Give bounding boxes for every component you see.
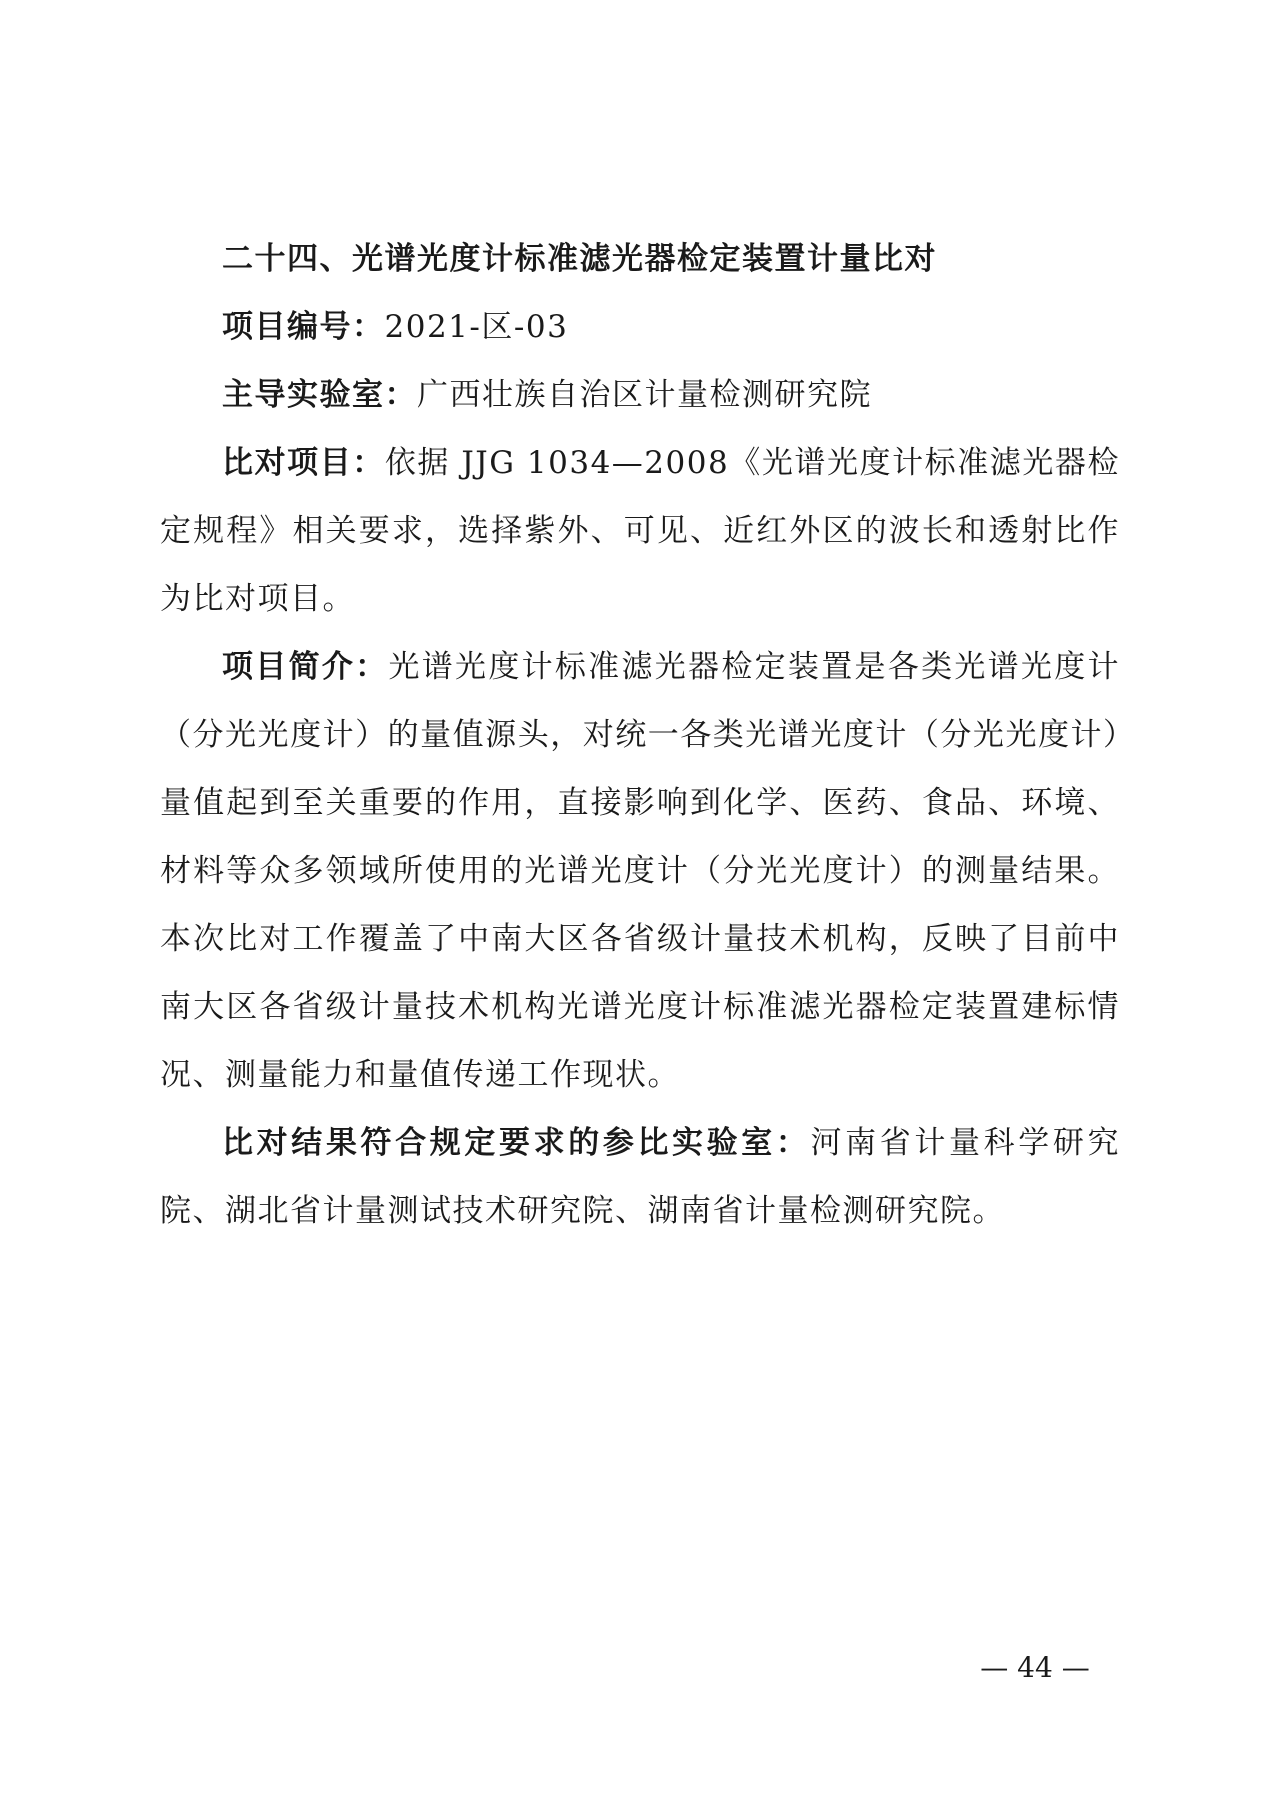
qualified-labs-value: 河南省计量科学研究院、湖北省计量测试技术研究院、湖南省计量检测研究院。 bbox=[160, 1125, 1121, 1229]
lead-lab-paragraph bbox=[160, 361, 1120, 429]
document-body bbox=[160, 225, 1120, 1245]
qualified-labs-label: 比对结果符合规定要求的参比实验室： bbox=[222, 1125, 811, 1161]
project-number-paragraph bbox=[160, 293, 1120, 361]
project-number-value: 2021-区-03 bbox=[384, 309, 569, 345]
comparison-items-paragraph bbox=[160, 429, 1120, 633]
project-number-label: 项目编号： bbox=[222, 309, 385, 345]
introduction-label: 项目简介： bbox=[222, 649, 389, 685]
section-title: 二十四、光谱光度计标准滤光器检定装置计量比对 bbox=[222, 241, 937, 277]
qualified-labs-paragraph bbox=[160, 1109, 1120, 1245]
lead-lab-label: 主导实验室： bbox=[222, 377, 417, 413]
comparison-items-label: 比对项目： bbox=[222, 445, 385, 481]
page-number: — 44 — bbox=[980, 1651, 1090, 1684]
introduction-paragraph bbox=[160, 633, 1120, 1109]
introduction-value: 光谱光度计标准滤光器检定装置是各类光谱光度计（分光光度计）的量值源头，对统一各类光谱光度计（分光光度计）量值起到至关重要的作用，直接影响到化学、医药、食品、环境、材料等众多领域所使用的光谱光度计（分光光度计）的测量结果。本次比对工作覆盖了中南大区各省级计量技术机构，反映了目前中南大区各省级计量技术机构光谱光度计标准滤光器检定装置建标情况、测量能力和量值传递工作现状。 bbox=[160, 649, 1121, 1093]
lead-lab-value: 广西壮族自治区计量检测研究院 bbox=[417, 377, 872, 413]
comparison-items-value: 依据 JJG 1034—2008《光谱光度计标准滤光器检定规程》相关要求，选择紫外、可见、近红外区的波长和透射比作为比对项目。 bbox=[160, 445, 1120, 617]
